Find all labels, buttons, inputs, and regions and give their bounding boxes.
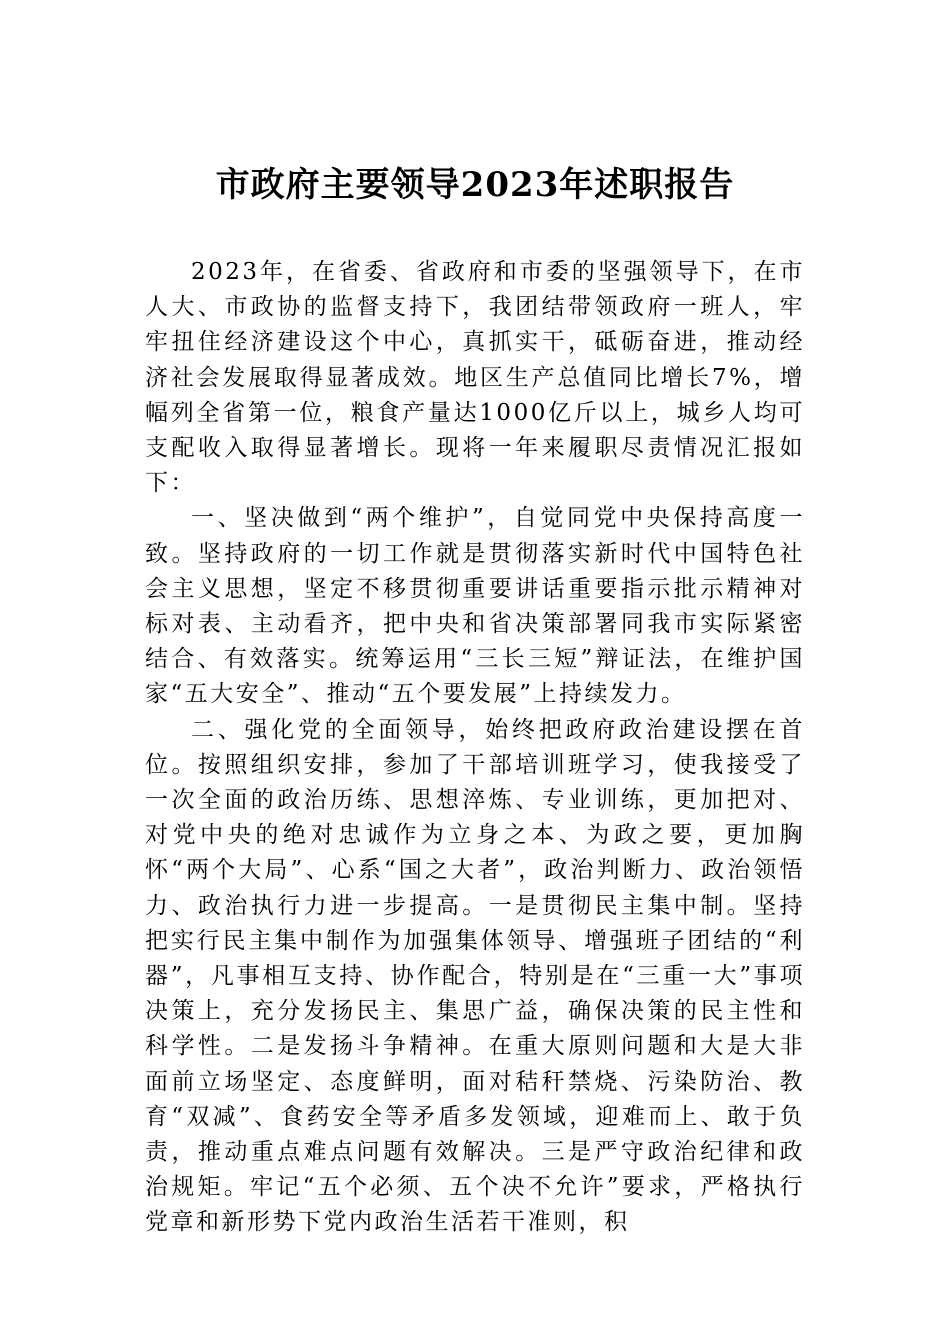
document-title: 市政府主要领导2023年述职报告 xyxy=(215,165,735,205)
paragraph-section-2: 二、强化党的全面领导，始终把政府政治建设摆在首位。按照组织安排，参加了干部培训班学习，使我接受了一次全面的政治历练、思想淬炼、专业训练，更加把对、对党中央的绝对忠诚作为立身之本、为政之要，更加胸怀“两个大局”、心系“国之大者”，政治判断力、政治领悟力、政治执行力进一步提高。一是贯彻民主集中制。坚持把实行民主集中制作为加强集体领导、增强班子团结的“利器”，凡事相互支持、协作配合，特别是在“三重一大”事项决策上，充分发扬民主、集思广益，确保决策的民主性和科学性。二是发扬斗争精神。在重大原则问题和大是大非面前立场坚定、态度鲜明，面对秸秆禁烧、污染防治、教育“双减”、食药安全等矛盾多发领域，迎难而上、敢于负责，推动重点难点问题有效解决。三是严守政治纪律和政治规矩。牢记“五个必须、五个决不允许”要求，严格执行党章和新形势下党内政治生活若干准则，积 xyxy=(145,716,805,1236)
paragraph-intro: 2023年，在省委、省政府和市委的坚强领导下，在市人大、市政协的监督支持下，我团结带领政府一班人，牢牢扭住经济建设这个中心，真抓实干，砥砺奋进，推动经济社会发展取得显著成效。地区生产总值同比增长7%，增幅列全省第一位，粮食产量达1000亿斤以上，城乡人均可支配收入取得显著增长。现将一年来履职尽责情况汇报如下： xyxy=(145,259,805,497)
document-body xyxy=(145,255,805,1241)
paragraph-section-1: 一、坚决做到“两个维护”，自觉同党中央保持高度一致。坚持政府的一切工作就是贯彻落实新时代中国特色社会主义思想，坚定不移贯彻重要讲话重要指示批示精神对标对表、主动看齐，把中央和省决策部署同我市实际紧密结合、有效落实。统筹运用“三长三短”辩证法，在维护国家“五大安全”、推动“五个要发展”上持续发力。 xyxy=(145,505,805,708)
